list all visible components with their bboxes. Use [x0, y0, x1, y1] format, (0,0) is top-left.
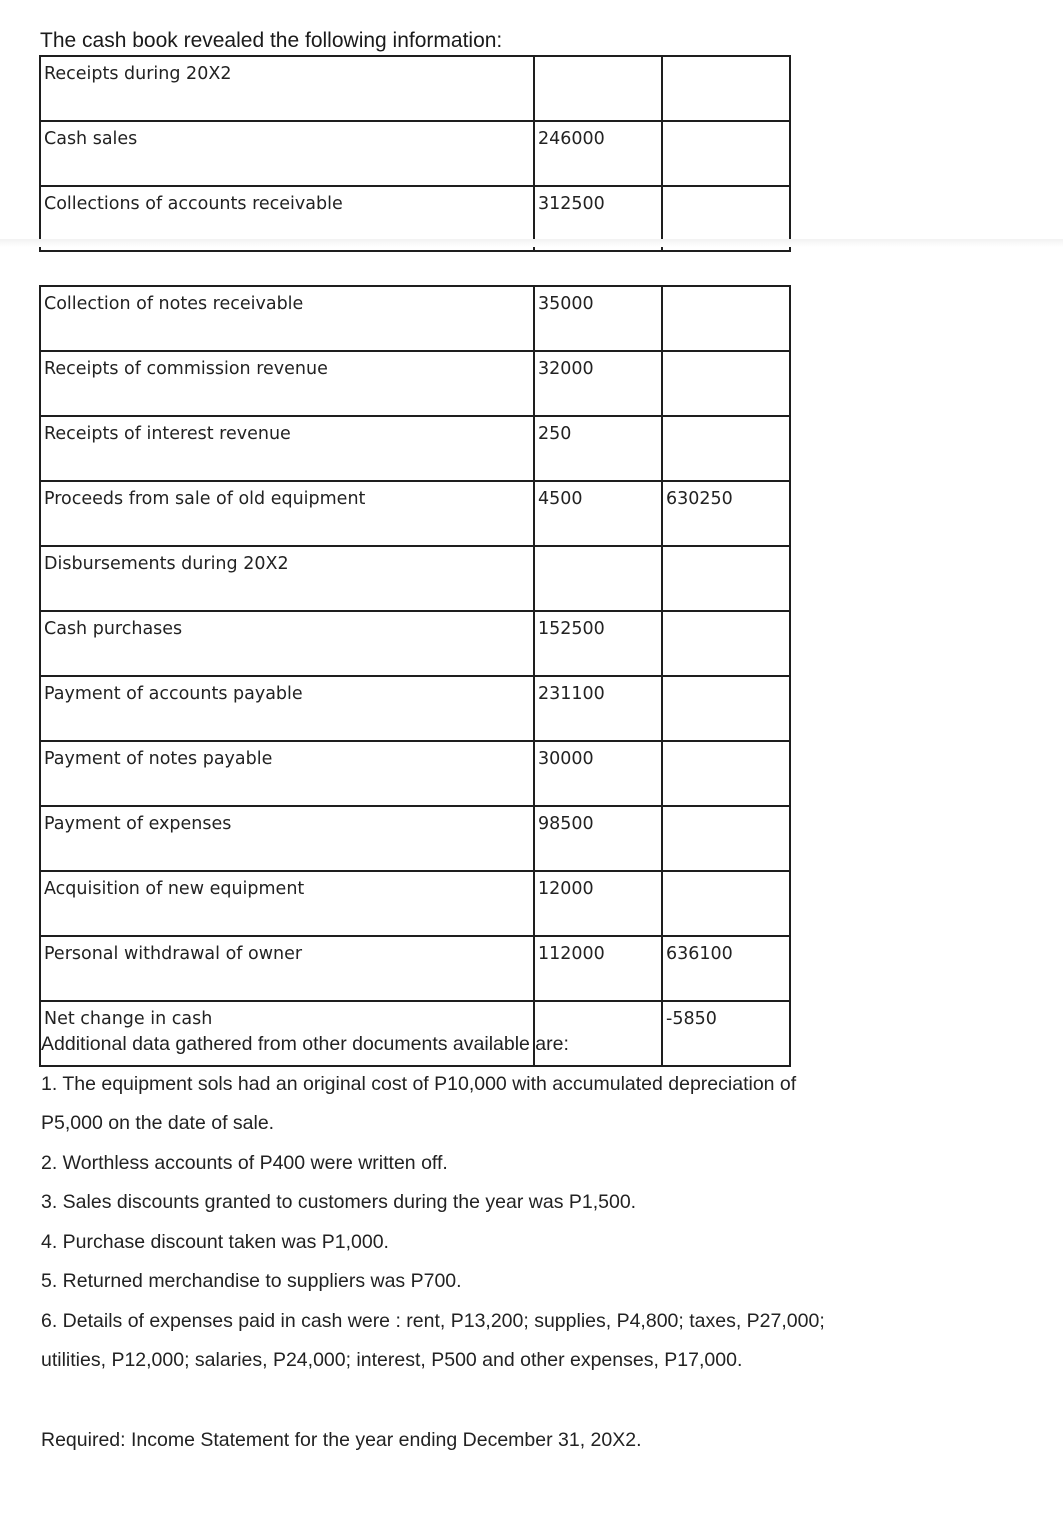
row-total [662, 56, 790, 121]
row-label: Collection of notes receivable [40, 286, 534, 351]
row-amount: 32000 [534, 351, 662, 416]
additional-data-section [41, 1030, 1031, 1451]
heading: The cash book revealed the following information: [40, 29, 503, 52]
additional-data-line: 1. The equipment sols had an original cost of P10,000 with accumulated depreciation of [41, 1072, 797, 1095]
additional-data-line: 4. Purchase discount taken was P1,000. [41, 1230, 389, 1253]
row-amount: 152500 [534, 611, 662, 676]
row-label: Payment of accounts payable [40, 676, 534, 741]
row-label: Payment of notes payable [40, 741, 534, 806]
row-label: Net change in cash [40, 1001, 534, 1066]
row-total [662, 546, 790, 611]
table-row [40, 611, 790, 676]
row-amount: 4500 [534, 481, 662, 546]
additional-data-line: P5,000 on the date of sale. [41, 1112, 275, 1134]
row-label: Receipts of commission revenue [40, 351, 534, 416]
row-total: 630250 [662, 481, 790, 546]
row-label: Personal withdrawal of owner [40, 936, 534, 1001]
additional-data-line: utilities, P12,000; salaries, P24,000; interest, P500 and other expenses, P17,000. [41, 1349, 743, 1371]
table-row [40, 56, 790, 121]
table-row [40, 286, 790, 351]
additional-data-line: 6. Details of expenses paid in cash were : rent, P13,200; supplies, P4,800; taxes, P27,000; [41, 1309, 825, 1332]
cash-book-table-continued [39, 285, 791, 1067]
row-total [662, 806, 790, 871]
row-total: 636100 [662, 936, 790, 1001]
row-amount [534, 546, 662, 611]
table-row [40, 546, 790, 611]
row-total [662, 121, 790, 186]
additional-data-line: 3. Sales discounts granted to customers during the year was P1,500. [41, 1191, 637, 1213]
row-amount: 30000 [534, 741, 662, 806]
row-amount: 231100 [534, 676, 662, 741]
row-label: Collections of accounts receivable [40, 186, 534, 251]
row-amount: 250 [534, 416, 662, 481]
row-amount: 12000 [534, 871, 662, 936]
row-amount: 98500 [534, 806, 662, 871]
table-row [40, 121, 790, 186]
row-total [662, 611, 790, 676]
row-label: Receipts during 20X2 [40, 56, 534, 121]
additional-data-intro: Additional data gathered from other documents available are: [41, 1033, 569, 1055]
row-total: -5850 [662, 1001, 790, 1066]
table-row [40, 676, 790, 741]
row-label: Disbursements during 20X2 [40, 546, 534, 611]
row-total [662, 676, 790, 741]
row-amount: 246000 [534, 121, 662, 186]
row-label: Acquisition of new equipment [40, 871, 534, 936]
cash-book-table-receipts [39, 55, 791, 252]
table-row [40, 481, 790, 546]
table-row [40, 806, 790, 871]
row-amount [534, 56, 662, 121]
table-row [40, 351, 790, 416]
table-row [40, 741, 790, 806]
row-amount: 35000 [534, 286, 662, 351]
required-statement: Required: Income Statement for the year ending December 31, 20X2. [41, 1429, 642, 1451]
row-total [662, 286, 790, 351]
table-row [40, 871, 790, 936]
row-amount: 312500 [534, 186, 662, 251]
page-break-divider [0, 239, 1063, 247]
table-row [40, 936, 790, 1001]
row-label: Proceeds from sale of old equipment [40, 481, 534, 546]
table-row [40, 416, 790, 481]
row-amount: 112000 [534, 936, 662, 1001]
row-total [662, 351, 790, 416]
row-total [662, 871, 790, 936]
row-label: Cash sales [40, 121, 534, 186]
row-label: Cash purchases [40, 611, 534, 676]
row-label: Receipts of interest revenue [40, 416, 534, 481]
row-label: Payment of expenses [40, 806, 534, 871]
row-total [662, 741, 790, 806]
additional-data-line: 2. Worthless accounts of P400 were written off. [41, 1151, 448, 1174]
row-total [662, 416, 790, 481]
additional-data-line: 5. Returned merchandise to suppliers was P700. [41, 1270, 462, 1292]
